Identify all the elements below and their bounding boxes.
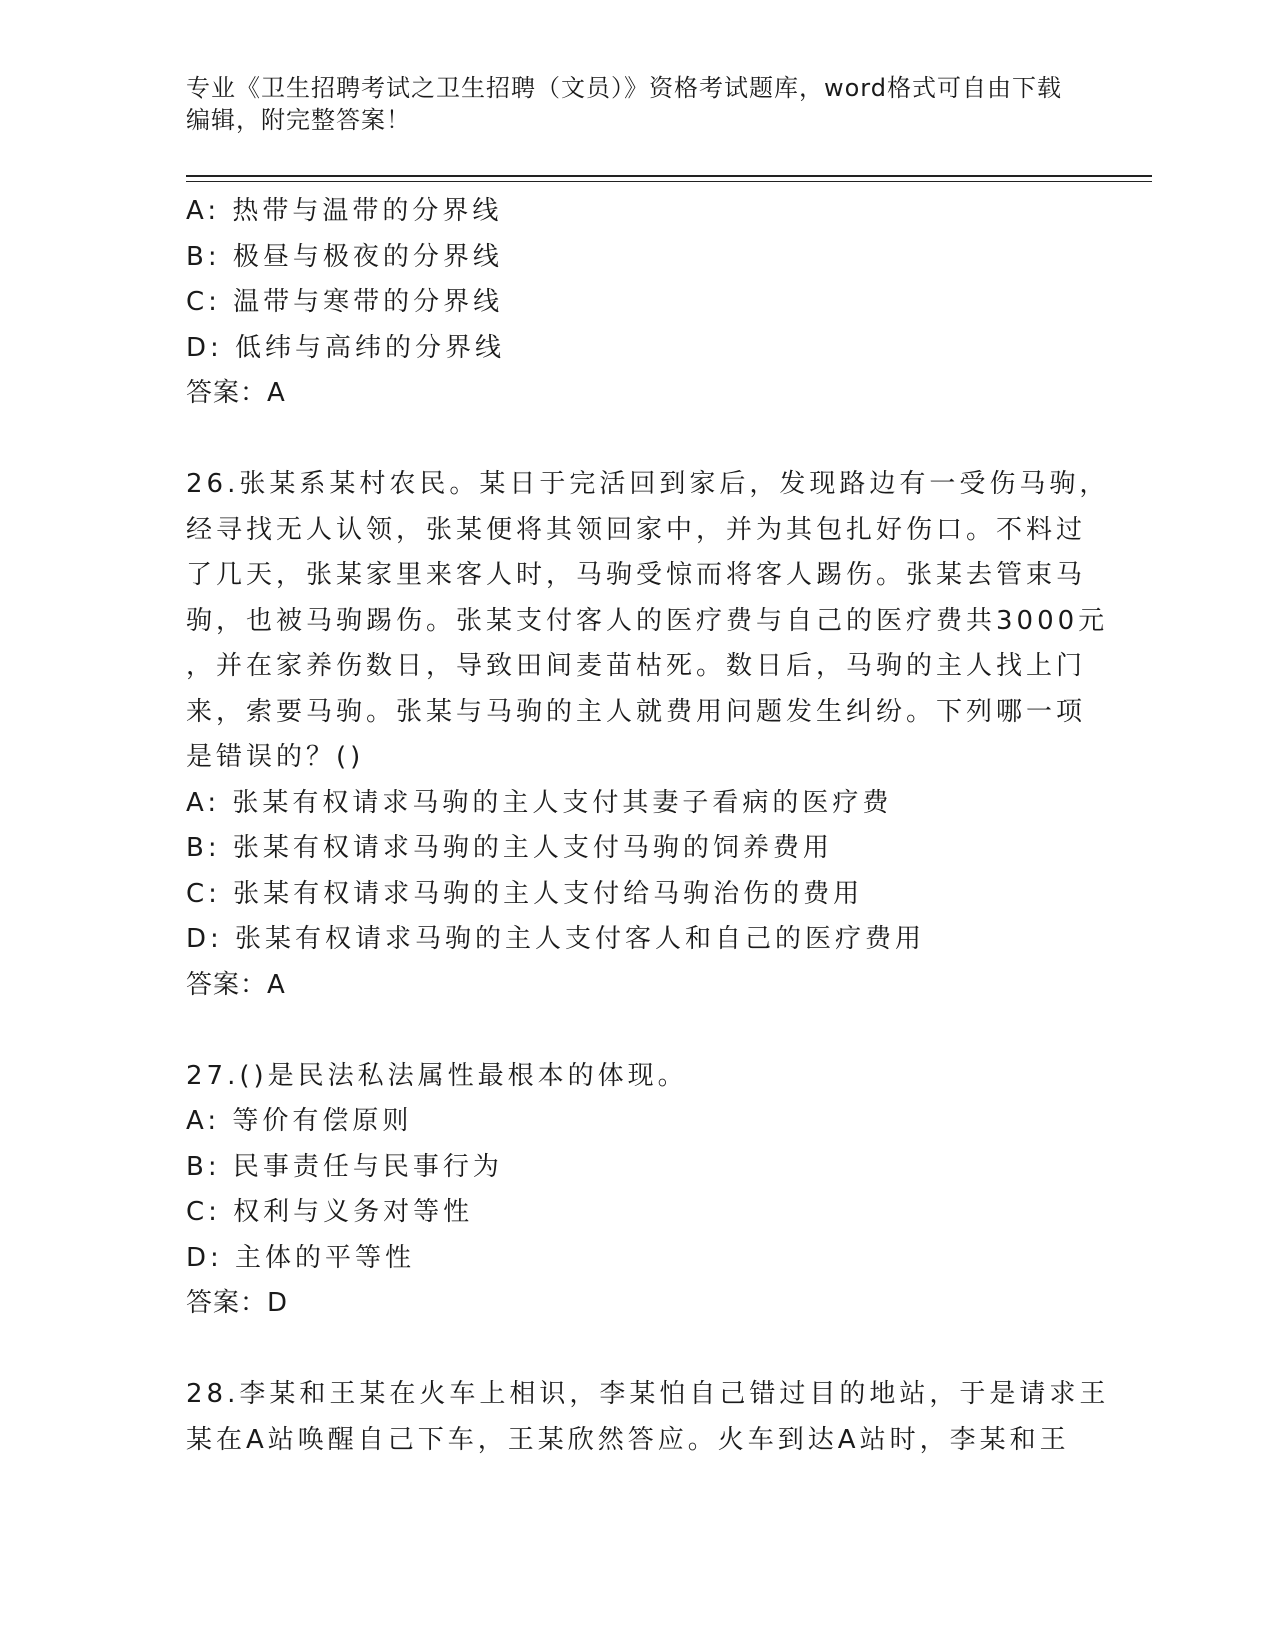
header-line-1: 专业《卫生招聘考试之卫生招聘（文员）》资格考试题库，word格式可自由下载 [186,74,1062,102]
option-d: D: 主体的平等性 [186,1242,416,1273]
option-d: D: 张某有权请求马驹的主人支付客人和自己的医疗费用 [186,924,926,954]
option-c: C: 张某有权请求马驹的主人支付给马驹治伤的费用 [186,878,864,909]
spacer [186,1008,1086,1054]
question-28 [186,1372,1110,1463]
question-stem-line: 某在A站唤醒自己下车，王某欣然答应。火车到达A站时，李某和王 [186,1424,1070,1455]
answer: 答案：A [186,378,286,408]
answer: 答案：D [186,1288,289,1318]
spacer [186,417,1086,463]
question-stem-line: ，并在家养伤数日，导致田间麦苗枯死。数日后，马驹的主人找上门 [186,651,1087,681]
question-27 [186,1054,1086,1327]
header-divider-thin [186,181,1152,182]
question-stem-line: 来，索要马驹。张某与马驹的主人就费用问题发生纠纷。下列哪一项 [186,696,1087,727]
question-stem-line: 26.张某系某村农民。某日于完活回到家后，发现路边有一受伤马驹， [186,469,1110,499]
question-25 [186,189,1086,417]
document-header [186,72,1086,136]
option-a: A: 等价有偿原则 [186,1106,413,1136]
question-stem-line: 是错误的？() [186,742,365,772]
question-26 [186,462,1110,1008]
option-b: B: 民事责任与民事行为 [186,1151,503,1182]
question-content [186,189,1110,1463]
question-stem-line: 了几天，张某家里来客人时，马驹受惊而将客人踢伤。张某去管束马 [186,560,1087,590]
option-d: D: 低纬与高纬的分界线 [186,332,506,363]
spacer [186,1327,1086,1373]
option-a: A: 热带与温带的分界线 [186,196,503,226]
question-stem-line: 28.李某和王某在火车上相识，李某怕自己错过目的地站，于是请求王 [186,1379,1110,1409]
question-stem-line: 驹，也被马驹踢伤。张某支付客人的医疗费与自己的医疗费共3000元 [186,605,1109,636]
header-divider-thick [186,175,1152,177]
option-b: B: 张某有权请求马驹的主人支付马驹的饲养费用 [186,833,833,863]
option-c: C: 温带与寒带的分界线 [186,287,504,317]
option-b: B: 极昼与极夜的分界线 [186,241,503,272]
answer: 答案：A [186,969,286,1000]
question-stem-line: 经寻找无人认领，张某便将其领回家中，并为其包扎好伤口。不料过 [186,514,1087,545]
question-stem-line: 27.()是民法私法属性最根本的体现。 [186,1060,688,1091]
option-c: C: 权利与义务对等性 [186,1197,474,1227]
header-line-2: 编辑，附完整答案！ [186,106,411,134]
option-a: A: 张某有权请求马驹的主人支付其妻子看病的医疗费 [186,787,893,818]
